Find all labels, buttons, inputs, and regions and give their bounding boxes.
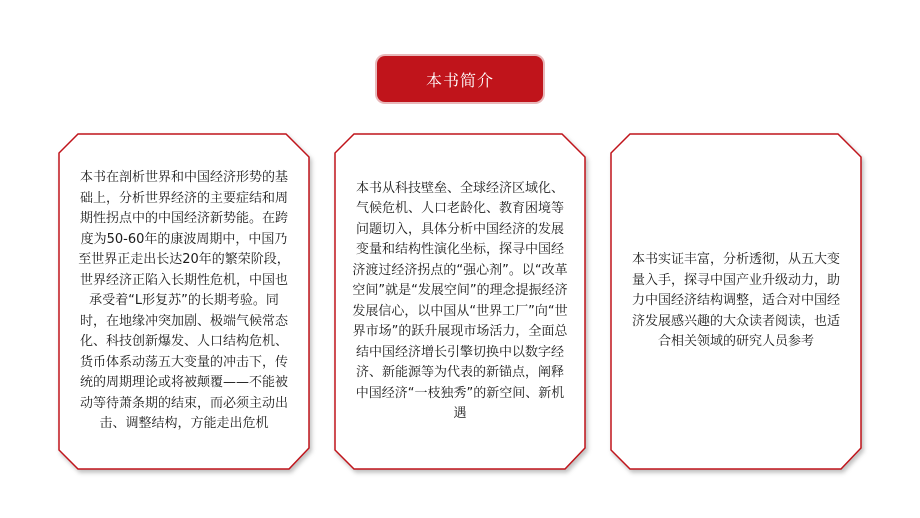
intro-card-3 [610,133,862,470]
intro-card-2 [334,133,586,470]
title-banner [377,56,543,102]
card-2-text: 本书从科技壁垒、全球经济区域化、气候危机、人口老龄化、教育困境等问题切入，具体分析中国经济的发展变量和结构性演化坐标，探寻中国经济渡过经济拐点的“强心剂”。以“改革空间”就是“发展空间”的理念提振经济发展信心，以中国从“世界工厂”向“世界市场”的跃升展现市场活力，全面总结中国经济增长引擎切换中以数字经济、新能源等为代表的新锚点，阐释中国经济“一枝独秀”的新空间、新机遇 [352,180,568,421]
page-title: 本书简介 [425,70,494,90]
card-1-text: 本书在剖析世界和中国经济形势的基础上，分析世界经济的主要症结和周期性拐点中的中国经济新势能。在跨度为50-60年的康波周期中，中国乃至世界正走出长达20年的繁荣阶段，世界经济正陷入长期性危机，中国也承受着“L形复苏”的长期考验。同时，在地缘冲突加剧、极端气候常态化、科技创新爆发、人口结构危机、货币体系动荡五大变量的冲击下，传统的周期理论或将被颠覆——不能被动等待萧条期的结束，而必须主动出击、调整结构，方能走出危机 [78,170,290,432]
card-3-text: 本书实证丰富，分析透彻，从五大变量入手，探寻中国产业升级动力，助力中国经济结构调整，适合对中国经济发展感兴趣的大众读者阅读，也适合相关领域的研究人员参考 [631,252,840,350]
intro-card-1 [58,133,310,470]
